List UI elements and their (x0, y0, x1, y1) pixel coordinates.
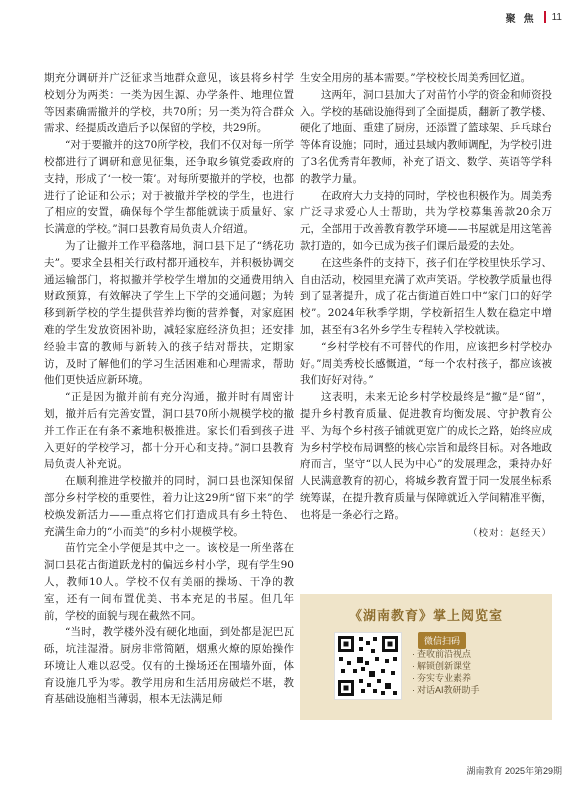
promo-item: · 对话AI教研助手 (412, 684, 480, 696)
right-column (300, 70, 552, 542)
paragraph: “对于要撤并的这70所学校，我们不仅对每一所学校都进行了调研和意见征集，还争取乡镇党委政府的支持，形成了‘一校一策’。对每所要撤并的学校，也都进行了论证和公示；对于被撤并学校的学生，也进行了相应的安置，确保每个学生都能就读于质量好、家长满意的学校。”洞口县教育局负责人介绍道。 (44, 139, 294, 236)
promo-box (300, 594, 552, 720)
left-column (44, 70, 294, 708)
qr-code-icon[interactable] (334, 632, 402, 700)
paragraph: 期充分调研并广泛征求当地群众意见，该县将乡村学校划分为两类：一类为因生源、办学条件、地理位置等因素确需撤并的学校，共70所；另一类为符合群众需求、经提质改造后予以保留的学校，共29所。 (44, 72, 294, 135)
page-footer: 湖南教育 2025年第29期 (466, 766, 562, 776)
promo-item: · 查收前沿视点 (412, 648, 480, 660)
paragraph: “正是因为撤并前有充分沟通，撤并时有周密计划，撤并后有完善安置，洞口县70所小规模学校的撤并工作正在有条不紊地积极推进。家长们看到孩子进入更好的学校学习，都十分开心和支持。”洞口县教育局负责人补充说。 (44, 391, 294, 471)
paragraph: 为了让撤并工作平稳落地，洞口县下足了“绣花功夫”。要求全县相关行政村都开通校车，并积极协调交通运输部门，将拟撤并学校学生增加的交通费用纳入财政预算，有效解决了学生上下学的交通问题；为转移到新学校的学生提供营养均衡的营养餐，对家庭困难的学生发放资困补助，减轻家庭经济负担；还安排经验丰富的教师与新转入的孩子结对帮扶，定期家访，及时了解他们的学习生活困难和心理需求，帮助他们更快适应新环境。 (44, 239, 294, 387)
section-title: 聚焦 (505, 13, 542, 25)
paragraph: 这两年，洞口县加大了对苗竹小学的资金和师资投入。学校的基础设施得到了全面提质，翻新了教学楼、硬化了地面、重建了厨房，还添置了篮球架、乒乓球台等体育设施；同时，通过县域内教师调配，为学校引进了3名优秀青年教师，补充了语文、数学、英语等学科的教学力量。 (300, 88, 552, 185)
proofreader-credit: （校对：赵经天） (467, 527, 552, 539)
paragraph: 在政府大力支持的同时，学校也积极作为。周美秀广泛寻求爱心人士帮助，共为学校募集善款20余万元，全部用于改善教育教学环境——书屋就是用这笔善款打造的，如今已成为孩子们课后最爱的去处。 (300, 189, 552, 252)
wechat-scan-label: 微信扫码 (418, 632, 466, 649)
paragraph: “当时，教学楼外没有硬化地面，到处都是泥巴瓦砾，坑洼湿滑。厨房非常简陋，烟熏火燎的原始操作环境让人难以忍受。仅有的土操场还在围墙外面，体育设施几乎为零。教学用房和生活用房破烂不堪，教育基础设施相当薄弱，根本无法满足师 (44, 626, 294, 706)
paragraph: 生安全用房的基本需要。”学校校长周美秀回忆道。 (300, 72, 532, 84)
paragraph: 苗竹完全小学便是其中之一。该校是一所坐落在洞口县花古街道跃龙村的偏远乡村小学，现有学生90人，教师10人。学校不仅有美丽的操场、干净的教室，还有一间布置优美、书本充足的书屋。但几年前，学校的面貌与现在截然不同。 (44, 542, 294, 622)
page-number: 11 (551, 11, 562, 23)
paragraph: 在这些条件的支持下，孩子们在学校里快乐学习、自由活动，校园里充满了欢声笑语。学校教学质量也得到了显著提升，成了花古街道百姓口中“家门口的好学校”。2024年秋季学期，学校新招生人数在稳定中增加，甚至有3名外乡学生专程转入学校就读。 (300, 256, 552, 336)
paragraph: 这表明，未来无论乡村学校最终是“撤”是“留”，提升乡村教育质量、促进教育均衡发展、守护教育公平、为每个乡村孩子铺就更宽广的成长之路，始终应成为乡村学校布局调整的核心宗旨和最终目标。对各地政府而言，坚守“以人民为中心”的发展理念，秉持办好人民满意教育的初心，将城乡教育置于同一发展坐标系统筹谋，在提升教育质量与保障就近入学间精准平衡，也将是一条必行之路。 (300, 391, 552, 521)
promo-item: · 解锁创新课堂 (412, 660, 480, 672)
paragraph: “乡村学校有不可替代的作用，应该把乡村学校办好。”周美秀校长感慨道，“每一个农村孩子，都应该被我们好好对待。” (300, 340, 552, 387)
header-divider (544, 11, 546, 23)
promo-title: 《湖南教育》掌上阅览室 (348, 608, 503, 623)
promo-item: · 夯实专业素养 (412, 672, 480, 684)
page-header (506, 10, 562, 24)
promo-list (412, 648, 480, 696)
paragraph: 在顺利推进学校撤并的同时，洞口县也深知保留部分乡村学校的重要性，着力让这29所“留下来”的学校焕发新活力——重点将它们打造成具有乡土特色、充满生命力的“小而美”的乡村小规模学校。 (44, 475, 294, 538)
